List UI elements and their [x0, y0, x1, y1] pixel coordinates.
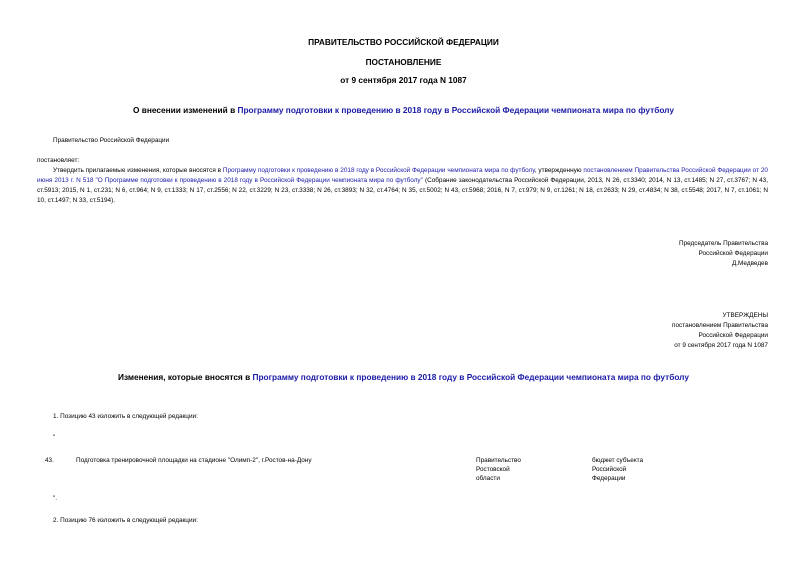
approved-line-4: от 9 сентября 2017 года N 1087: [674, 342, 768, 349]
row-source-3: Федерации: [592, 475, 626, 482]
item-2: 2. Позицию 76 изложить в следующей редакции:: [53, 517, 198, 524]
p1-decree-link[interactable]: постановлением Правительства Российской Федерации от 20 июня 2013 г. N 518 "О Программе подготовки к проведению в 2018 году в Российской Федерации чемпионата мира по футболу": [37, 167, 768, 184]
changes-title: [0, 372, 807, 382]
p1-text2: , утвержденную: [534, 167, 584, 174]
row-description: Подготовка тренировочной площадки на стадионе "Олимп-2", г.Ростов-на-Дону: [76, 457, 312, 464]
doc-type-heading: ПОСТАНОВЛЕНИЕ: [365, 57, 442, 67]
approved-line-2: постановлением Правительства: [672, 322, 768, 329]
program-link[interactable]: Программу подготовки к проведению в 2018 году в Российской Федерации чемпионата мира по футболу: [237, 105, 674, 115]
p1-text1: Утвердить прилагаемые изменения, которые вносятся в: [53, 167, 223, 174]
doc-date-number: от 9 сентября 2017 года N 1087: [340, 75, 467, 85]
signature-line-1: Председатель Правительства: [679, 240, 768, 247]
paragraph-1: [37, 166, 768, 206]
doc-title: [0, 105, 807, 115]
p1-text3: (Собрание законодательства Российской Федерации, 2013, N 26, ст.3340; 2014, N 13, ст.1485; N 27, ст.3767; N 43, ст.5913; 2015, N 1, ст.231; N 6, ст.964; N 9, ст.1333; N 17, ст.2556; N 22, ст.3229; N 23, ст.3338; N 26, ст.3893; N 32, ст.4764; N 35, ст.5002; N 43, ст.5968; 2016, N 7, ст.979; N 9, ст.1261; N 18, ст.2633; N 29, ст.4834; N 38, ст.5548; 2017, N 7, ст.1061; N 10, ст.1497; N 33, ст.5194).: [37, 177, 768, 204]
row-responsible-3: области: [476, 475, 500, 482]
changes-program-link[interactable]: Программу подготовки к проведению в 2018 году в Российской Федерации чемпионата мира по футболу: [252, 372, 689, 382]
open-quote: ": [53, 434, 56, 441]
row-number: 43.: [45, 457, 54, 464]
changes-title-prefix: Изменения, которые вносятся в: [118, 372, 253, 382]
row-source-2: Российской: [592, 466, 627, 473]
item-1: 1. Позицию 43 изложить в следующей редакции:: [53, 413, 198, 420]
approved-line-1: УТВЕРЖДЕНЫ: [722, 312, 768, 319]
approved-line-3: Российской Федерации: [698, 332, 768, 339]
decrees-text: постановляет:: [37, 157, 80, 164]
row-source-1: бюджет субъекта: [592, 457, 644, 464]
row-responsible-2: Ростовской: [476, 466, 510, 473]
signature-line-2: Российской Федерации: [698, 250, 768, 257]
government-heading: ПРАВИТЕЛЬСТВО РОССИЙСКОЙ ФЕДЕРАЦИИ: [308, 37, 499, 47]
p1-program-link[interactable]: Программу подготовки к проведению в 2018 году в Российской Федерации чемпионата мира по футболу: [222, 167, 535, 174]
issuer-text: Правительство Российской Федерации: [53, 137, 170, 144]
signature-name: Д.Медведев: [731, 260, 768, 267]
doc-title-prefix: О внесении изменений в: [133, 105, 238, 115]
close-quote: ".: [53, 495, 58, 502]
row-responsible-1: Правительство: [476, 457, 521, 464]
